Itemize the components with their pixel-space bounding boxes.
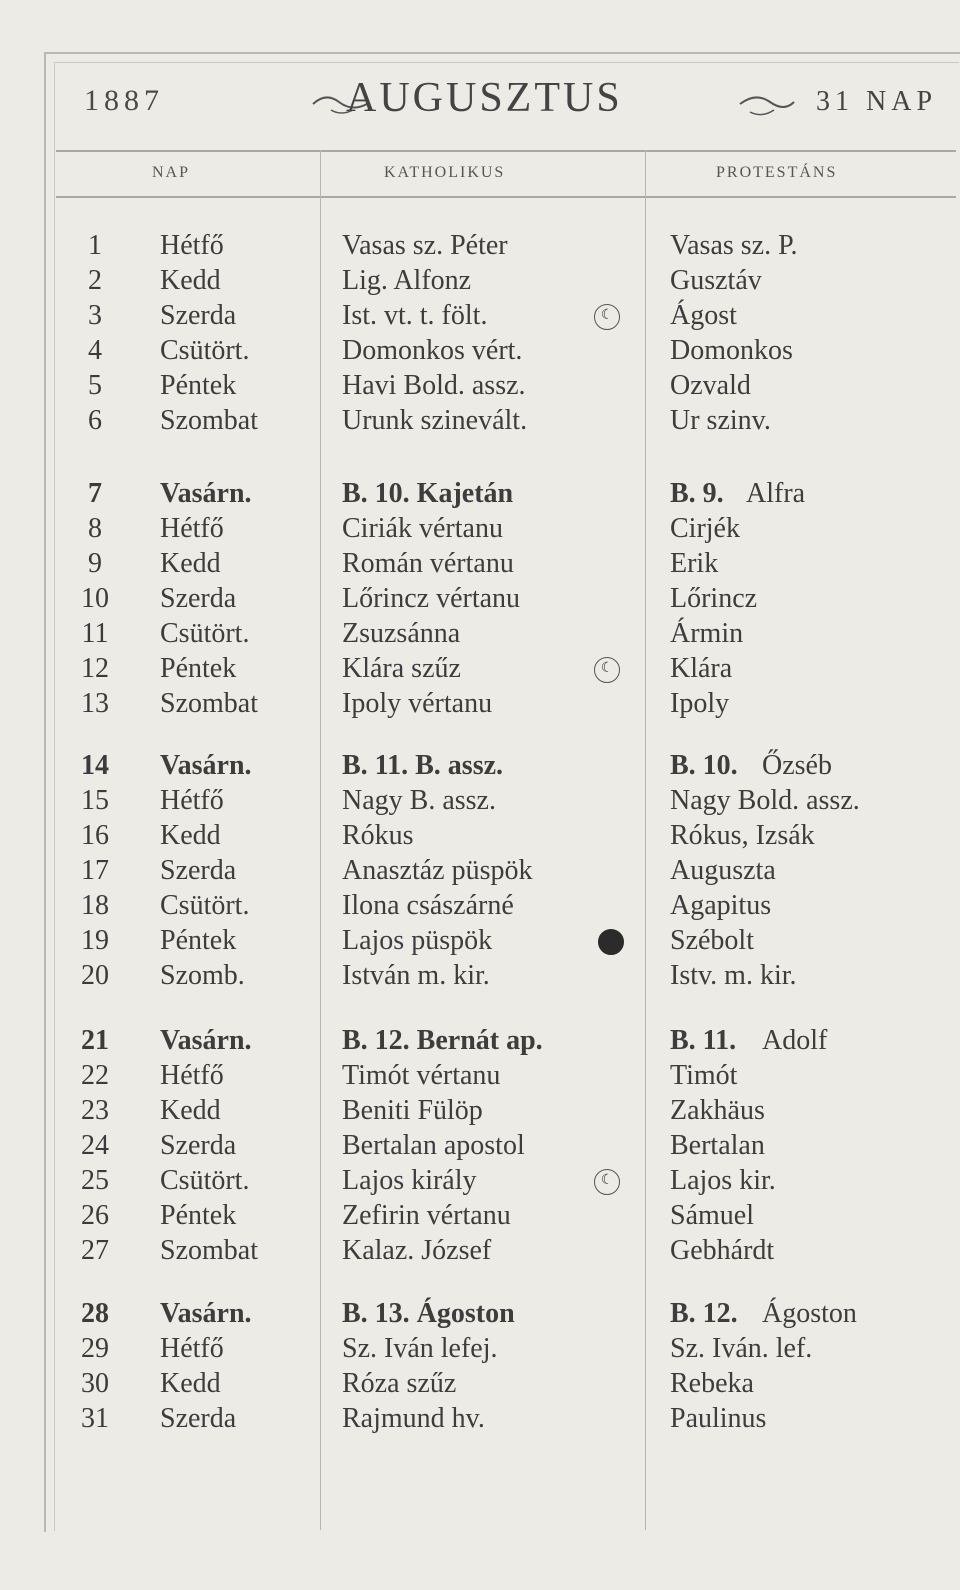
weekday: Péntek: [160, 370, 237, 401]
protestant-saint: Lajos kir.: [670, 1165, 776, 1196]
table-row: [0, 1403, 960, 1436]
catholic-saint: Román vértanu: [342, 548, 514, 579]
weekday: Hétfő: [160, 785, 224, 816]
weekday: Péntek: [160, 653, 237, 684]
weekday: Péntek: [160, 925, 237, 956]
weekday: Csütört.: [160, 618, 250, 649]
table-row: [0, 1298, 960, 1331]
protestant-saint: Klára: [670, 653, 733, 684]
weekday: Szerda: [160, 1403, 237, 1434]
day-number: 21: [81, 1025, 109, 1056]
catholic-saint: B. 11. B. assz.: [342, 750, 504, 781]
protestant-saint: Alfra: [746, 478, 806, 509]
protestant-saint: Rebeka: [670, 1368, 754, 1399]
catholic-saint: Lajos király: [342, 1165, 477, 1196]
protestant-week-label: B. 11.: [670, 1025, 737, 1056]
protestant-week-label: B. 12.: [670, 1298, 738, 1329]
table-row: [0, 750, 960, 783]
catholic-saint: Nagy B. assz.: [342, 785, 496, 816]
weekday: Kedd: [160, 1368, 221, 1399]
table-row: [0, 1130, 960, 1163]
catholic-saint: Lajos püspök: [342, 925, 493, 956]
table-row: [0, 335, 960, 368]
protestant-saint: Ágoston: [762, 1298, 857, 1329]
day-number: 16: [81, 820, 109, 851]
table-row: [0, 583, 960, 616]
table-row: [0, 1060, 960, 1093]
weekday: Kedd: [160, 548, 221, 579]
day-number: 4: [88, 335, 102, 366]
table-row: [0, 1235, 960, 1268]
moon-phase-icon: ☾: [594, 1169, 620, 1195]
day-number: 18: [81, 890, 109, 921]
catholic-saint: Zefirin vértanu: [342, 1200, 511, 1231]
weekday: Kedd: [160, 265, 221, 296]
weekday: Szerda: [160, 1130, 237, 1161]
table-row: [0, 688, 960, 721]
weekday: Hétfő: [160, 513, 224, 544]
protestant-saint: Erik: [670, 548, 719, 579]
protestant-saint: Zakhäus: [670, 1095, 765, 1126]
catholic-saint: Ciriák vértanu: [342, 513, 503, 544]
table-row: [0, 1368, 960, 1401]
moon-phase-icon: ☾: [594, 304, 620, 330]
table-row: [0, 653, 960, 686]
day-number: 17: [81, 855, 109, 886]
catholic-saint: Lig. Alfonz: [342, 265, 472, 296]
catholic-saint: Lőrincz vértanu: [342, 583, 521, 614]
weekday: Szerda: [160, 855, 237, 886]
weekday: Szomb.: [160, 960, 245, 991]
table-row: [0, 855, 960, 888]
catholic-saint: Beniti Fülöp: [342, 1095, 483, 1126]
day-number: 13: [81, 688, 109, 719]
weekday: Kedd: [160, 1095, 221, 1126]
table-row: [0, 1200, 960, 1233]
protestant-saint: Gusztáv: [670, 265, 762, 296]
weekday: Vasárn.: [160, 750, 252, 781]
weekday: Szerda: [160, 300, 237, 331]
catholic-saint: B. 10. Kajetán: [342, 478, 514, 509]
weekday: Szerda: [160, 583, 237, 614]
catholic-saint: István m. kir.: [342, 960, 490, 991]
protestant-saint: Timót: [670, 1060, 738, 1091]
protestant-saint: Adolf: [762, 1025, 828, 1056]
table-row: [0, 1025, 960, 1058]
protestant-saint: Domonkos: [670, 335, 793, 366]
day-number: 20: [81, 960, 109, 991]
catholic-saint: Vasas sz. Péter: [342, 230, 508, 261]
day-number: 10: [81, 583, 109, 614]
protestant-saint: Szébolt: [670, 925, 754, 956]
table-row: [0, 785, 960, 818]
protestant-saint: Bertalan: [670, 1130, 765, 1161]
protestant-saint: Ágost: [670, 300, 737, 331]
weekday: Hétfő: [160, 230, 224, 261]
table-row: [0, 548, 960, 581]
catholic-saint: Anasztáz püspök: [342, 855, 533, 886]
catholic-saint: Sz. Iván lefej.: [342, 1333, 498, 1364]
protestant-saint: Nagy Bold. assz.: [670, 785, 860, 816]
day-number: 5: [88, 370, 102, 401]
table-row: [0, 230, 960, 263]
protestant-saint: Rókus, Izsák: [670, 820, 815, 851]
day-number: 6: [88, 405, 102, 436]
protestant-week-label: B. 9.: [670, 478, 724, 509]
day-number: 30: [81, 1368, 109, 1399]
day-number: 27: [81, 1235, 109, 1266]
weekday: Szombat: [160, 1235, 258, 1266]
year: 1887: [84, 84, 164, 117]
month-header: [56, 68, 956, 148]
catholic-saint: Domonkos vért.: [342, 335, 523, 366]
day-number: 15: [81, 785, 109, 816]
days-count: 31 NAP: [816, 86, 938, 117]
table-row: [0, 265, 960, 298]
catholic-saint: Urunk szinevált.: [342, 405, 528, 436]
table-row: [0, 820, 960, 853]
table-row: [0, 890, 960, 923]
day-number: 31: [81, 1403, 109, 1434]
catholic-saint: B. 12. Bernát ap.: [342, 1025, 543, 1056]
table-row: [0, 925, 960, 958]
weekday: Kedd: [160, 820, 221, 851]
weekday: Hétfő: [160, 1060, 224, 1091]
protestant-saint: Sz. Iván. lef.: [670, 1333, 813, 1364]
weekday: Csütört.: [160, 1165, 250, 1196]
day-number: 22: [81, 1060, 109, 1091]
protestant-saint: Lőrincz: [670, 583, 758, 614]
column-header-row: [56, 150, 956, 198]
protestant-saint: Agapitus: [670, 890, 772, 921]
day-number: 1: [88, 230, 102, 261]
protestant-saint: Ozvald: [670, 370, 751, 401]
catholic-saint: Zsuzsánna: [342, 618, 461, 649]
catholic-saint: Ilona császárné: [342, 890, 514, 921]
catholic-saint: Ist. vt. t. fölt.: [342, 300, 488, 331]
protestant-saint: Vasas sz. P.: [670, 230, 798, 261]
day-number: 28: [81, 1298, 109, 1329]
table-row: [0, 960, 960, 993]
weekday: Hétfő: [160, 1333, 224, 1364]
day-number: 7: [88, 478, 102, 509]
catholic-saint: Rajmund hv.: [342, 1403, 485, 1434]
protestant-saint: Istv. m. kir.: [670, 960, 797, 991]
protestant-saint: Auguszta: [670, 855, 776, 886]
protestant-saint: Cirjék: [670, 513, 740, 544]
day-number: 8: [88, 513, 102, 544]
table-row: [0, 478, 960, 511]
weekday: Vasárn.: [160, 1298, 252, 1329]
catholic-saint: Ipoly vértanu: [342, 688, 493, 719]
protestant-saint: Ármin: [670, 618, 744, 649]
table-row: [0, 1095, 960, 1128]
ornament-right-icon: [736, 90, 796, 120]
col-katholikus: KATHOLIKUS: [384, 164, 506, 181]
protestant-saint: Ur szinv.: [670, 405, 771, 436]
table-row: [0, 405, 960, 438]
day-number: 25: [81, 1165, 109, 1196]
weekday: Szombat: [160, 688, 258, 719]
table-row: [0, 1165, 960, 1198]
catholic-saint: Bertalan apostol: [342, 1130, 525, 1161]
catholic-saint: Róza szűz: [342, 1368, 457, 1399]
catholic-saint: Klára szűz: [342, 653, 461, 684]
weekday: Vasárn.: [160, 1025, 252, 1056]
catholic-saint: Havi Bold. assz.: [342, 370, 526, 401]
day-number: 11: [81, 618, 109, 649]
weekday: Csütört.: [160, 335, 250, 366]
table-row: [0, 370, 960, 403]
moon-phase-icon: ☾: [594, 657, 620, 683]
day-number: 9: [88, 548, 102, 579]
table-row: [0, 1333, 960, 1366]
protestant-saint: Gebhárdt: [670, 1235, 775, 1266]
day-number: 29: [81, 1333, 109, 1364]
month-title: AUGUSZTUS: [346, 75, 623, 121]
protestant-saint: Paulinus: [670, 1403, 767, 1434]
moon-phase-icon: [598, 929, 624, 955]
table-row: [0, 300, 960, 333]
catholic-saint: Rókus: [342, 820, 414, 851]
weekday: Szombat: [160, 405, 258, 436]
day-number: 19: [81, 925, 109, 956]
day-number: 26: [81, 1200, 109, 1231]
weekday: Vasárn.: [160, 478, 252, 509]
protestant-saint: Ipoly: [670, 688, 730, 719]
day-number: 14: [81, 750, 109, 781]
day-number: 3: [88, 300, 102, 331]
weekday: Csütört.: [160, 890, 250, 921]
day-number: 12: [81, 653, 109, 684]
col-nap: NAP: [152, 164, 191, 181]
day-number: 2: [88, 265, 102, 296]
col-protestans: PROTESTÁNS: [716, 164, 838, 181]
weekday: Péntek: [160, 1200, 237, 1231]
protestant-saint: Őzséb: [762, 750, 832, 781]
day-number: 23: [81, 1095, 109, 1126]
protestant-week-label: B. 10.: [670, 750, 738, 781]
day-number: 24: [81, 1130, 109, 1161]
table-row: [0, 618, 960, 651]
catholic-saint: Kalaz. József: [342, 1235, 492, 1266]
table-row: [0, 513, 960, 546]
catholic-saint: Timót vértanu: [342, 1060, 501, 1091]
catholic-saint: B. 13. Ágoston: [342, 1298, 515, 1329]
protestant-saint: Sámuel: [670, 1200, 754, 1231]
